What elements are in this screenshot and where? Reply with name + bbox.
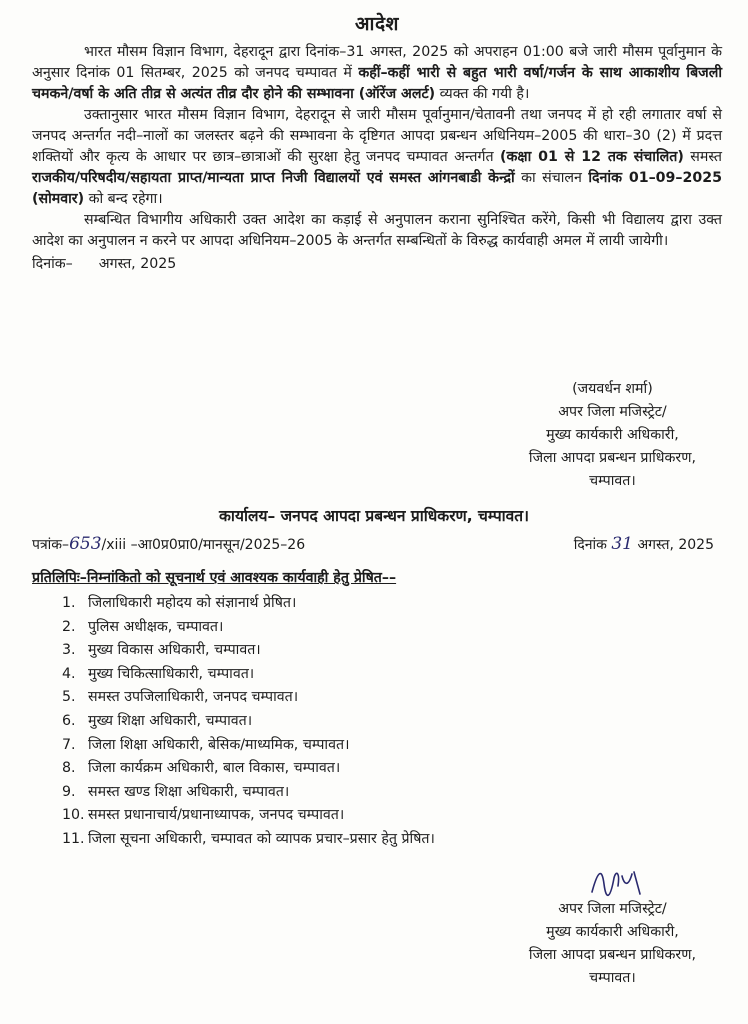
list-item xyxy=(62,781,435,805)
list-item-number: 10. xyxy=(62,807,85,824)
list-item-number: 2. xyxy=(62,618,76,635)
para2-text-3: का संचालन xyxy=(514,170,589,186)
list-item-number: 3. xyxy=(62,642,76,659)
list-item-number: 6. xyxy=(62,712,76,729)
list-item-text: जिला शिक्षा अधिकारी, बेसिक/माध्यमिक, चम्पावत। xyxy=(88,736,350,753)
reference-handwritten-number: 653 xyxy=(69,534,102,554)
signatory-designation-3: जिला आपदा प्रबन्धन प्राधिकरण, xyxy=(528,450,696,466)
para1-end-text: व्यक्त की गयी है। xyxy=(435,86,530,102)
list-item-text: जिला कार्यक्रम अधिकारी, बाल विकास, चम्पावत। xyxy=(88,760,341,777)
list-item-text: मुख्य शिक्षा अधिकारी, चम्पावत। xyxy=(88,712,253,729)
reference-date-prefix: दिनांक xyxy=(573,537,607,553)
reference-date xyxy=(574,534,714,554)
signature-block-1 xyxy=(529,378,696,493)
order-date-line xyxy=(32,254,722,273)
office-heading: कार्यालय– जनपद आपदा प्रबन्धन प्राधिकरण, चम्पावत। xyxy=(219,507,529,525)
reference-number xyxy=(32,534,305,554)
reference-handwritten-day: 31 xyxy=(611,534,633,554)
list-item xyxy=(62,757,435,781)
list-item-number: 8. xyxy=(62,760,76,777)
list-item-number: 9. xyxy=(62,783,76,800)
para2-text-2: समस्त xyxy=(683,149,722,165)
order-paragraph-2 xyxy=(32,105,722,210)
para2-end-text: को बन्द रहेगा। xyxy=(84,191,163,207)
list-item-text: मुख्य विकास अधिकारी, चम्पावत। xyxy=(88,642,261,659)
list-item-text: जिला सूचना अधिकारी, चम्पावत को व्यापक प्रचार–प्रसार हेतु प्रेषित। xyxy=(88,830,435,847)
list-item-text: जिलाधिकारी महोदय को संज्ञानार्थ प्रेषित। xyxy=(88,595,297,611)
list-item-number: 4. xyxy=(62,665,76,682)
para2-closure-date: दिनांक 01–09–2025 (सोमवार) xyxy=(32,170,723,207)
order-title: आदेश xyxy=(355,13,399,35)
order-paragraph-3: सम्बन्धित विभागीय अधिकारी उक्त आदेश का कड़ाई से अनुपालन कराना सुनिश्चित करेंगे, किसी भी विद्यालय द्वारा उक्त आदेश का अनुपालन न करने पर आपदा अधिनियम–2005 के अन्तर्गत सम्बन्धितों के विरुद्ध कार्यवाही अमल में लायी जायेगी। xyxy=(32,212,722,249)
list-item xyxy=(62,828,435,852)
order-paragraph-1 xyxy=(32,42,722,105)
order-date-label: दिनांक– xyxy=(32,256,73,272)
list-item xyxy=(62,686,435,710)
signatory-name: (जयवर्धन शर्मा) xyxy=(572,381,653,397)
signature-block-2 xyxy=(529,898,696,990)
list-item xyxy=(62,710,435,734)
reference-date-suffix: अगस्त, 2025 xyxy=(637,537,714,553)
list-item xyxy=(62,663,435,687)
list-item xyxy=(62,592,435,616)
list-item-text: समस्त उपजिलाधिकारी, जनपद चम्पावत। xyxy=(88,689,299,706)
signatory-designation-1: अपर जिला मजिस्ट्रेट/ xyxy=(558,404,667,420)
list-item-number: 11. xyxy=(62,830,85,847)
para2-institutions: राजकीय/परिषदीय/सहायता प्राप्त/मान्यता प्राप्त निजी विद्यालयों एवं समस्त आंगनबाडी केन्द्रों xyxy=(32,170,515,186)
signatory-designation-2: मुख्य कार्यकारी अधिकारी, xyxy=(546,924,679,940)
list-item-number: 1. xyxy=(62,595,76,611)
signatory-designation-1: अपर जिला मजिस्ट्रेट/ xyxy=(558,901,667,917)
signatory-designation-2: मुख्य कार्यकारी अधिकारी, xyxy=(546,427,679,443)
list-item xyxy=(62,804,435,828)
para1-text: भारत मौसम विज्ञान विभाग, देहरादून द्वारा दिनांक–31 अगस्त, 2025 को अपराहन 01:00 बजे जारी मौसम पूर्वानुमान के अनुसार दिनांक 01 सितम्बर, 2025 को जनपद चम्पावत में xyxy=(32,44,722,81)
para1-bold-text: कहीं–कहीं भारी से बहुत भारी वर्षा/गर्जन के साथ आकाशीय बिजली चमकने/वर्षा के अति तीव्र से अत्यंत तीव्र दौर होने की सम्भावना (ऑरेंज अलर्ट) xyxy=(32,65,722,102)
signatory-designation-3: जिला आपदा प्रबन्धन प्राधिकरण, xyxy=(528,947,696,963)
list-item xyxy=(62,734,435,758)
list-item-text: समस्त खण्ड शिक्षा अधिकारी, चम्पावत। xyxy=(88,783,290,800)
list-item-number: 7. xyxy=(62,736,76,753)
list-item-text: पुलिस अधीक्षक, चम्पावत। xyxy=(88,618,224,635)
para2-text: उक्तानुसार भारत मौसम विज्ञान विभाग, देहरादून से जारी मौसम पूर्वानुमान/चेतावनी तथा जनपद में हो रही लगातार वर्षा से जनपद अन्तर्गत नदी–नालों का जलस्तर बढ़ने की सम्भावना के दृष्टिगत आपदा प्रबन्धन अधिनियम–2005 की धारा–30 (2) में प्रदत्त शक्तियों और कृत्य के आधार पर छात्र–छात्राओं की सुरक्षा हेतु जनपद चम्पावत अन्तर्गत xyxy=(32,107,723,165)
list-item-text: मुख्य चिकित्साधिकारी, चम्पावत। xyxy=(88,665,255,682)
signatory-place: चम्पावत। xyxy=(589,473,636,489)
reference-prefix: पत्रांक– xyxy=(32,537,70,553)
copy-to-list xyxy=(62,592,435,852)
order-date-value: अगस्त, 2025 xyxy=(98,256,177,272)
para2-class-range: (कक्षा 01 से 12 तक संचालित) xyxy=(500,149,684,165)
signatory-place: चम्पावत। xyxy=(589,970,636,986)
list-item-number: 5. xyxy=(62,689,76,706)
copy-to-heading: प्रतिलिपिः–निम्नांकितो को सूचनार्थ एवं आवश्यक कार्यवाही हेतु प्रेषित–– xyxy=(32,570,397,586)
reference-suffix: /xiii –आ0प्र0प्रा0/मानसून/2025–26 xyxy=(101,537,306,553)
list-item-text: समस्त प्रधानाचार्य/प्रधानाध्यापक, जनपद चम्पावत। xyxy=(88,807,345,824)
list-item xyxy=(62,639,435,663)
list-item xyxy=(62,616,435,640)
